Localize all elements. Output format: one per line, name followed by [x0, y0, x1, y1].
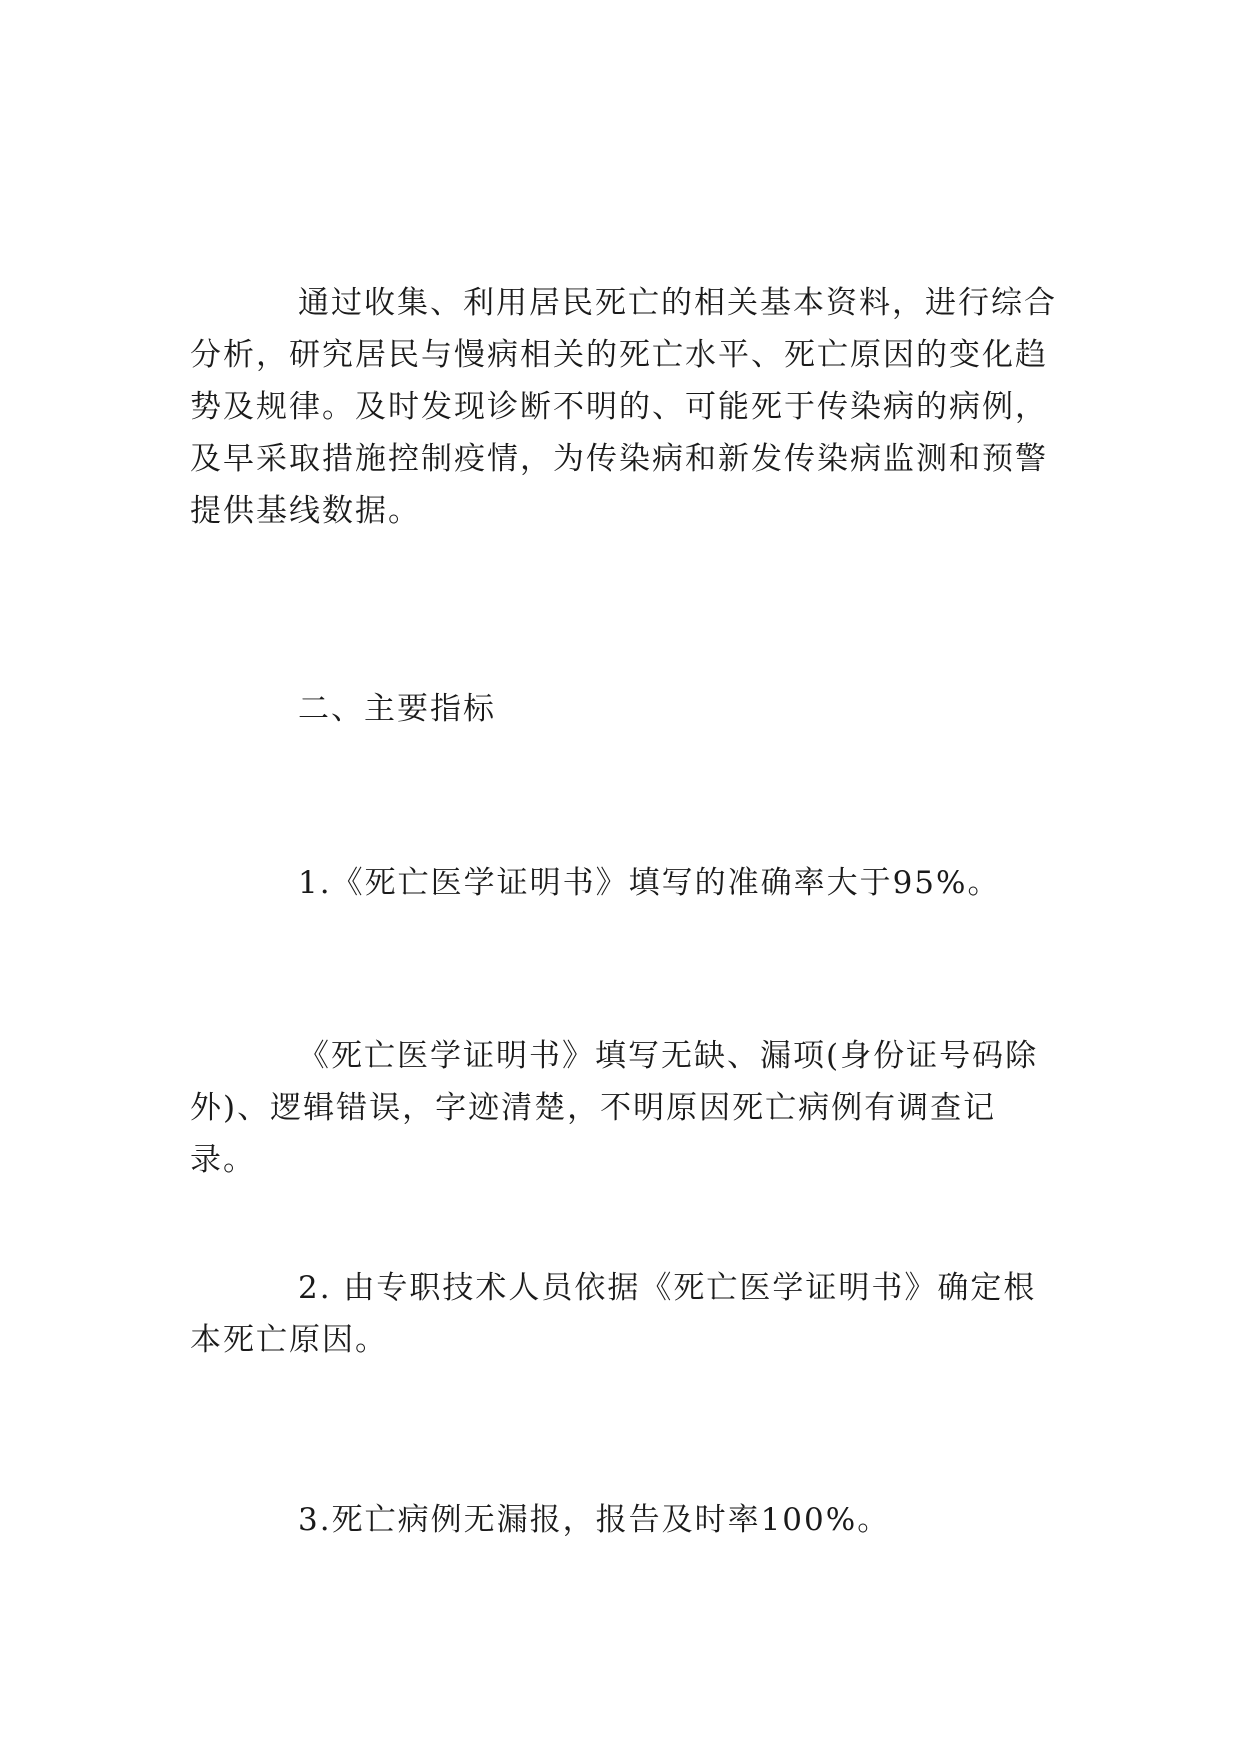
indicator-item-1-detail: 《死亡医学证明书》填写无缺、漏项(身份证号码除外)、逻辑错误，字迹清楚，不明原因死亡病例有调查记录。	[190, 1038, 1039, 1178]
intro-paragraph: 通过收集、利用居民死亡的相关基本资料，进行综合分析，研究居民与慢病相关的死亡水平、死亡原因的变化趋势及规律。及时发现诊断不明的、可能死于传染病的病例，及早采取措施控制疫情，为传染病和新发传染病监测和预警提供基线数据。	[190, 285, 1057, 529]
indicator-item-2: 2. 由专职技术人员依据《死亡医学证明书》确定根本死亡原因。	[190, 1270, 1037, 1358]
indicator-item-3: 3.死亡病例无漏报，报告及时率100%。	[298, 1502, 891, 1538]
section-heading: 二、主要指标	[298, 691, 496, 727]
indicator-item-1: 1.《死亡医学证明书》填写的准确率大于95%。	[298, 865, 1001, 901]
